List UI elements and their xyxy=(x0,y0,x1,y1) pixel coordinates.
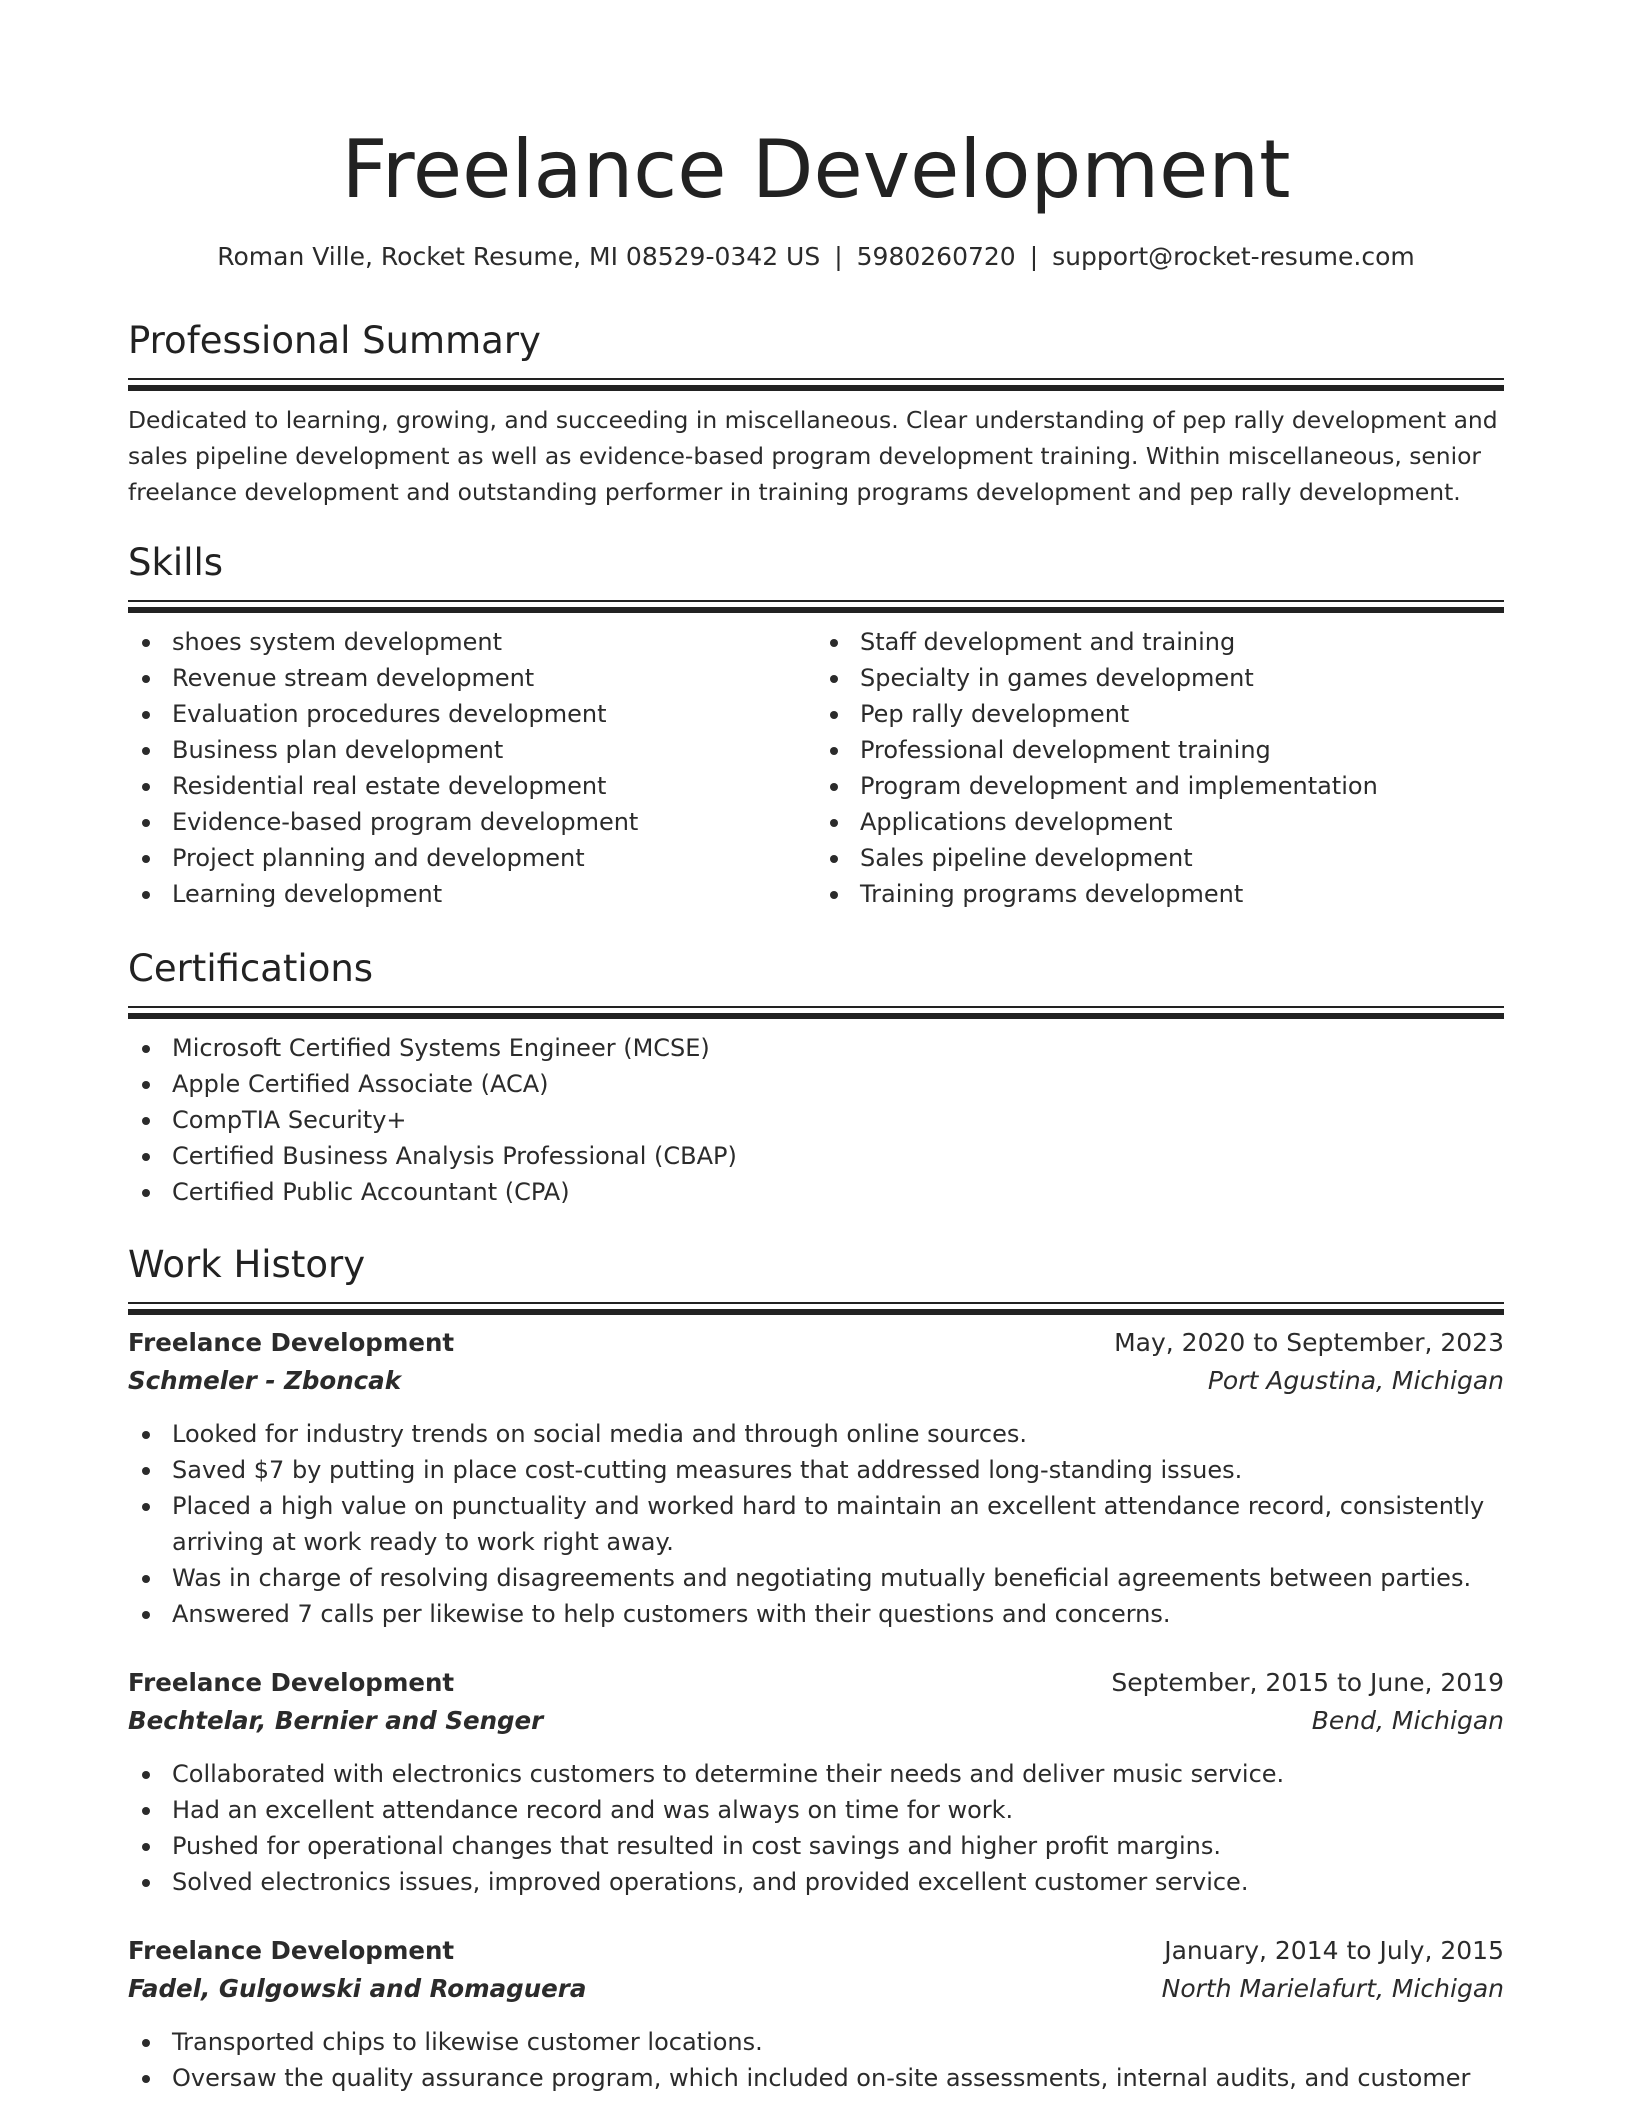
list-item: Solved electronics issues, improved operations, and provided excellent customer service. xyxy=(172,1864,1504,1900)
list-item: Transported chips to likewise customer locations. xyxy=(172,2024,1504,2060)
summary-section xyxy=(128,318,1504,510)
job-entry xyxy=(128,1932,1504,2096)
list-item: Learning development xyxy=(172,876,816,912)
job-company: Schmeler - Zboncak xyxy=(128,1366,402,1395)
job-header xyxy=(128,1324,1504,1362)
list-item: Applications development xyxy=(860,804,1504,840)
certifications-section xyxy=(128,946,1504,1210)
list-item: Microsoft Certified Systems Engineer (MCSE) xyxy=(172,1030,1504,1066)
job-bullets xyxy=(128,1416,1504,1632)
job-subheader xyxy=(128,1362,1504,1400)
contact-separator: | xyxy=(1029,242,1039,271)
contact-line xyxy=(128,240,1504,274)
address: Roman Ville, Rocket Resume, MI 08529-0342 US xyxy=(217,242,821,271)
skills-heading: Skills xyxy=(128,541,224,584)
list-item: Training programs development xyxy=(860,876,1504,912)
list-item: Pushed for operational changes that resulted in cost savings and higher profit margins. xyxy=(172,1828,1504,1864)
email: support@rocket-resume.com xyxy=(1052,242,1415,271)
list-item: Program development and implementation xyxy=(860,768,1504,804)
list-item: Apple Certified Associate (ACA) xyxy=(172,1066,1504,1102)
list-item: Project planning and development xyxy=(172,840,816,876)
list-item: Saved $7 by putting in place cost-cutting measures that addressed long-standing issues. xyxy=(172,1452,1504,1488)
summary-heading: Professional Summary xyxy=(128,319,541,362)
job-entry xyxy=(128,1664,1504,1900)
list-item: Oversaw the quality assurance program, which included on-site assessments, internal audits, and customer xyxy=(172,2060,1504,2096)
skills-section xyxy=(128,540,1504,912)
phone: 5980260720 xyxy=(856,242,1016,271)
job-title: Freelance Development xyxy=(128,1328,455,1357)
work-history-heading: Work History xyxy=(128,1243,366,1286)
list-item: Certified Public Accountant (CPA) xyxy=(172,1174,1504,1210)
list-item: Evidence-based program development xyxy=(172,804,816,840)
list-item: Had an excellent attendance record and was always on time for work. xyxy=(172,1792,1504,1828)
job-title: Freelance Development xyxy=(128,1668,455,1697)
list-item: Collaborated with electronics customers to determine their needs and deliver music service. xyxy=(172,1756,1504,1792)
job-dates: January, 2014 to July, 2015 xyxy=(1164,1936,1504,1965)
summary-text: Dedicated to learning, growing, and succeeding in miscellaneous. Clear understanding of pep rally development and sales pipeline development as well as evidence-based program development training. Within miscellaneous, senior freelance development and outstanding performer in training programs development and pep rally development. xyxy=(128,406,1498,506)
contact-separator: | xyxy=(834,242,843,271)
list-item: shoes system development xyxy=(172,624,816,660)
job-subheader xyxy=(128,1970,1504,2008)
list-item: Staff development and training xyxy=(860,624,1504,660)
list-item: Business plan development xyxy=(172,732,816,768)
list-item: Was in charge of resolving disagreements and negotiating mutually beneficial agreements between parties. xyxy=(172,1560,1504,1596)
list-item: Certified Business Analysis Professional (CBAP) xyxy=(172,1138,1504,1174)
section-divider xyxy=(128,1302,1504,1314)
job-bullets xyxy=(128,2024,1504,2096)
job-subheader xyxy=(128,1702,1504,1740)
section-divider xyxy=(128,378,1504,390)
section-divider xyxy=(128,1006,1504,1018)
list-item: Residential real estate development xyxy=(172,768,816,804)
list-item: Sales pipeline development xyxy=(860,840,1504,876)
skills-list-left xyxy=(128,624,816,912)
job-location: Port Agustina, Michigan xyxy=(1207,1366,1504,1395)
certifications-heading: Certifications xyxy=(128,947,374,990)
resume-name: Freelance Development xyxy=(341,123,1291,216)
list-item: Pep rally development xyxy=(860,696,1504,732)
job-location: Bend, Michigan xyxy=(1311,1706,1504,1735)
job-company: Bechtelar, Bernier and Senger xyxy=(128,1706,544,1735)
job-title: Freelance Development xyxy=(128,1936,455,1965)
work-history-section xyxy=(128,1242,1504,2096)
job-dates: September, 2015 to June, 2019 xyxy=(1111,1668,1504,1697)
certifications-list xyxy=(128,1030,1504,1210)
job-header xyxy=(128,1664,1504,1702)
job-entry xyxy=(128,1324,1504,1632)
job-company: Fadel, Gulgowski and Romaguera xyxy=(128,1974,587,2003)
job-bullets xyxy=(128,1756,1504,1900)
job-location: North Marielafurt, Michigan xyxy=(1161,1974,1504,2003)
skills-list-right xyxy=(816,624,1504,912)
job-header xyxy=(128,1932,1504,1970)
list-item: Answered 7 calls per likewise to help customers with their questions and concerns. xyxy=(172,1596,1504,1632)
list-item: Looked for industry trends on social media and through online sources. xyxy=(172,1416,1504,1452)
skills-columns xyxy=(128,624,1504,912)
list-item: Evaluation procedures development xyxy=(172,696,816,732)
section-divider xyxy=(128,600,1504,612)
job-dates: May, 2020 to September, 2023 xyxy=(1114,1328,1504,1357)
list-item: Revenue stream development xyxy=(172,660,816,696)
list-item: Professional development training xyxy=(860,732,1504,768)
list-item: Placed a high value on punctuality and worked hard to maintain an excellent attendance record, consistently arriving at work ready to work right away. xyxy=(172,1488,1504,1560)
list-item: CompTIA Security+ xyxy=(172,1102,1504,1138)
list-item: Specialty in games development xyxy=(860,660,1504,696)
